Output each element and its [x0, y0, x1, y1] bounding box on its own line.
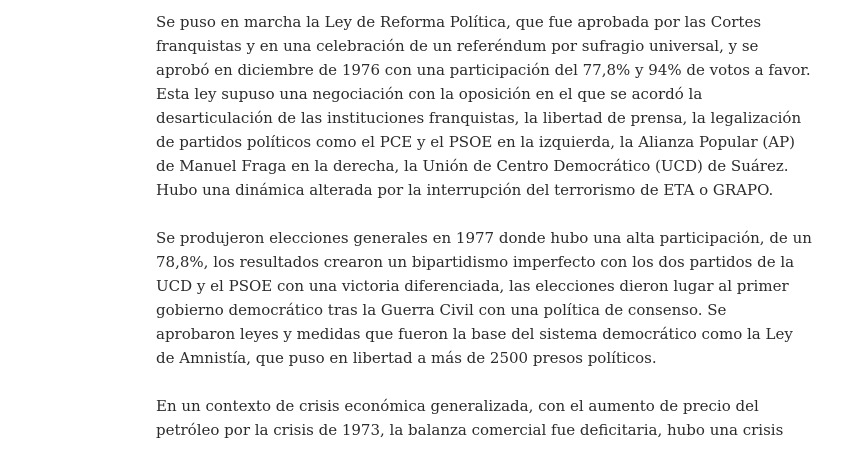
text-line: desarticulación de las instituciones franquistas, la libertad de prensa, la legalización: [156, 109, 802, 127]
text-line: Esta ley supuso una negociación con la oposición en el que se acordó la: [156, 85, 703, 103]
text-line: Hubo una dinámica alterada por la interrupción del terrorismo de ETA o GRAPO.: [156, 181, 774, 199]
text-line: Se puso en marcha la Ley de Reforma Política, que fue aprobada por las Cortes: [156, 13, 762, 31]
text-line: UCD y el PSOE con una victoria diferenciada, las elecciones dieron lugar al primer: [156, 277, 789, 295]
text-line: petróleo por la crisis de 1973, la balanza comercial fue deficitaria, hubo una crisis: [156, 421, 784, 439]
text-line: aprobaron leyes y medidas que fueron la base del sistema democrático como la Ley: [156, 325, 793, 343]
text-line: En un contexto de crisis económica generalizada, con el aumento de precio del: [156, 397, 759, 415]
text-line: 78,8%, los resultados crearon un bipartidismo imperfecto con los dos partidos de la: [156, 253, 795, 271]
text-line: aprobó en diciembre de 1976 con una participación del 77,8% y 94% de votos a favor.: [156, 61, 811, 79]
text-line: Se produjeron elecciones generales en 1977 donde hubo una alta participación, de un: [156, 229, 812, 247]
paragraph-3: [156, 394, 784, 442]
text-line: de Manuel Fraga en la derecha, la Unión de Centro Democrático (UCD) de Suárez.: [156, 157, 789, 175]
text-line: gobierno democrático tras la Guerra Civil con una política de consenso. Se: [156, 301, 727, 319]
text-line: franquistas y en una celebración de un referéndum por sufragio universal, y se: [156, 37, 759, 55]
text-line: de Amnistía, que puso en libertad a más de 2500 presos políticos.: [156, 349, 657, 367]
text-line: de partidos políticos como el PCE y el PSOE en la izquierda, la Alianza Popular (AP): [156, 133, 796, 151]
document-body: [156, 10, 812, 466]
paragraph-2: [156, 226, 812, 370]
paragraph-1: [156, 10, 811, 202]
